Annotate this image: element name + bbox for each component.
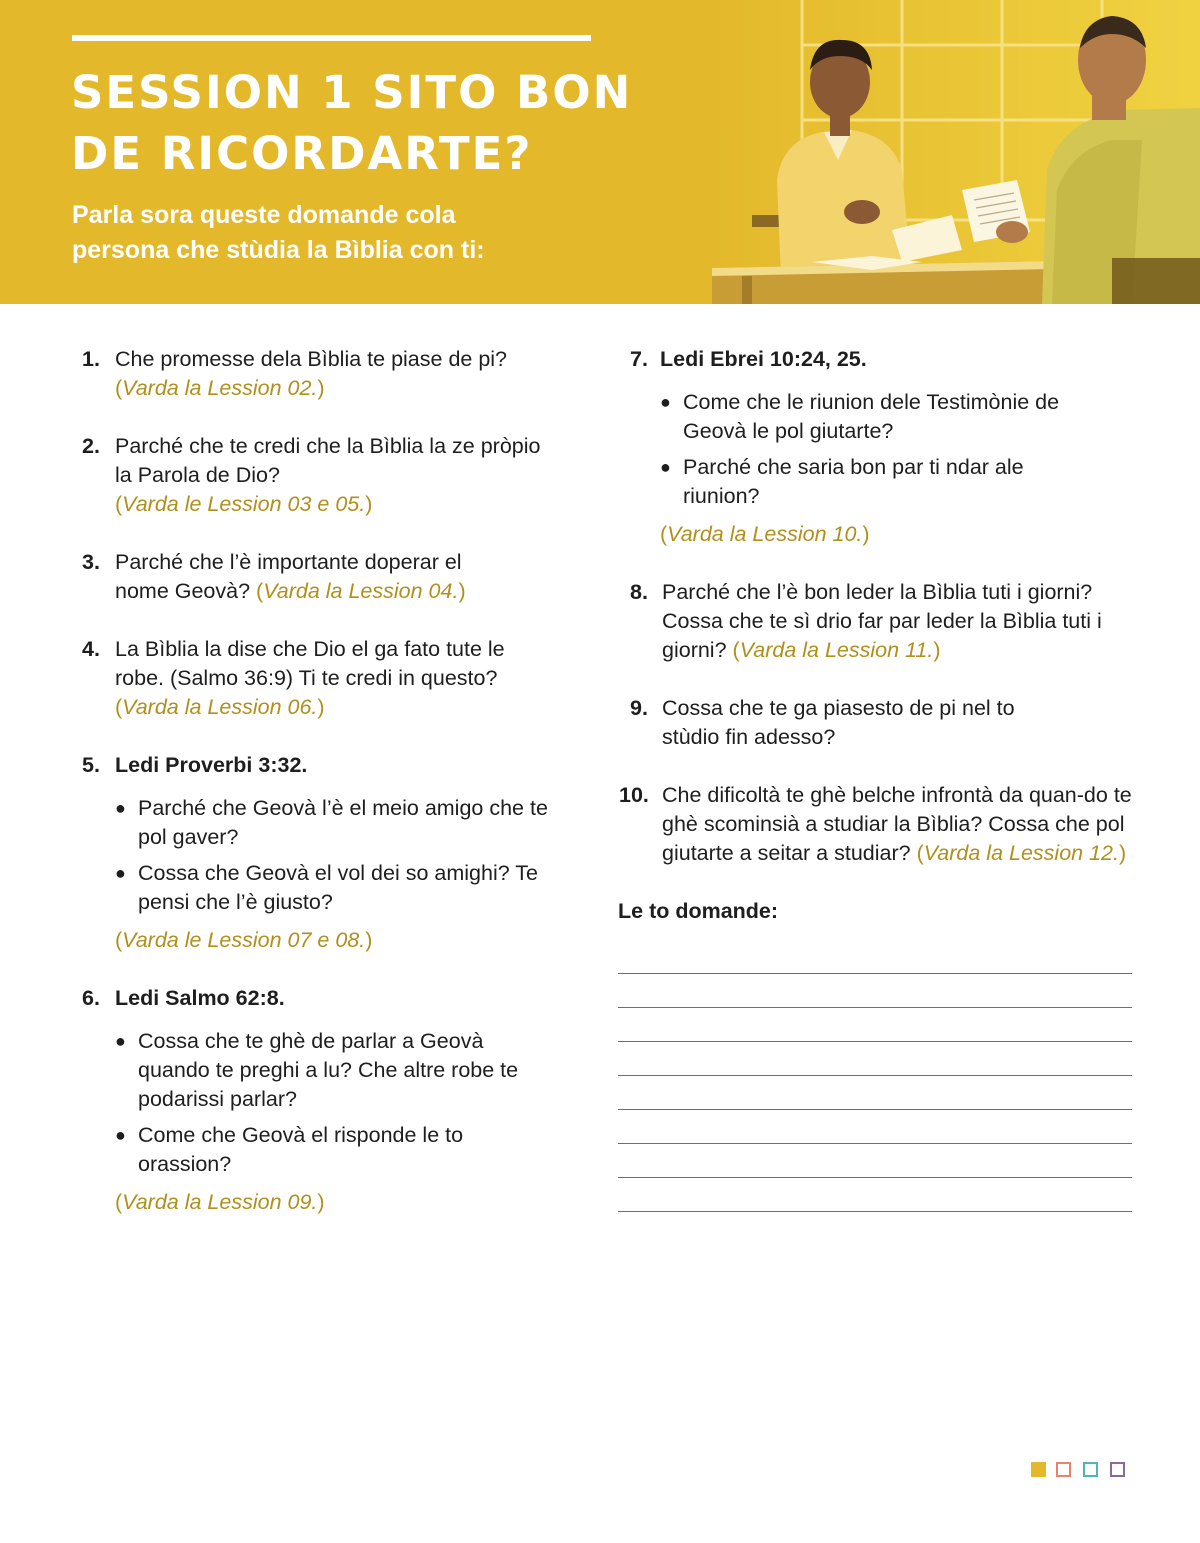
- question-number: 4.: [82, 637, 100, 661]
- bullet-icon: ●: [660, 392, 671, 412]
- scripture-heading: Ledi Proverbi 3:32.: [115, 753, 308, 777]
- question-text: Cossa che te ga piasesto de pi nel to stùdio fin adesso?: [662, 696, 1015, 749]
- answer-line[interactable]: [618, 940, 1132, 974]
- bullet-list: [660, 388, 1060, 511]
- question-number: 6.: [82, 986, 100, 1010]
- question-text: Parché che te credi che la Bìblia la ze pròpio la Parola de Dio?: [115, 434, 541, 487]
- question-1: [82, 345, 552, 403]
- answer-line[interactable]: [618, 1008, 1132, 1042]
- questions-left-column: [82, 345, 552, 1246]
- bullet-item: ● Come che Geovà el risponde le to orassion?: [115, 1123, 464, 1176]
- footer-square-purple: [1110, 1462, 1125, 1477]
- footer-square-teal: [1083, 1462, 1098, 1477]
- bible-study-illustration: [712, 0, 1200, 304]
- answer-line[interactable]: [618, 1042, 1132, 1076]
- lesson-reference: (Varda le Lession 07 e 08.): [115, 928, 373, 952]
- question-number: 1.: [82, 347, 100, 371]
- footer-square-filled: [1031, 1462, 1046, 1477]
- answer-line[interactable]: [618, 1178, 1132, 1212]
- question-text: Parché che l’è importante doperar el nome Geovà?: [115, 550, 462, 603]
- header-rule: [72, 35, 591, 41]
- lesson-reference: (Varda la Lession 10.): [660, 522, 870, 546]
- scripture-heading: Ledi Salmo 62:8.: [115, 986, 285, 1010]
- answer-line[interactable]: [618, 1110, 1132, 1144]
- bullet-icon: ●: [115, 863, 126, 883]
- question-5: [82, 751, 552, 955]
- lesson-reference: (Varda la Lession 11.): [732, 638, 941, 662]
- question-8: [618, 578, 1138, 665]
- question-number: 2.: [82, 434, 100, 458]
- scripture-heading: Ledi Ebrei 10:24, 25.: [660, 347, 867, 371]
- lesson-reference: (Varda la Lession 09.): [115, 1190, 325, 1214]
- question-number: 3.: [82, 550, 100, 574]
- footer-square-coral: [1056, 1462, 1071, 1477]
- question-4: [82, 635, 552, 722]
- your-questions-label: Le to domande:: [618, 899, 779, 923]
- page-title: SESSION 1 SITO BON DE RICORDARTE?: [71, 66, 633, 180]
- lesson-reference: (Varda la Lession 12.): [916, 841, 1127, 865]
- questions-right-column: [618, 345, 1138, 1212]
- header-banner: [0, 0, 1200, 304]
- bullet-list: [115, 794, 552, 917]
- question-9: [618, 694, 1138, 752]
- bullet-item: ● Parché che saria bon par ti ndar ale riunion?: [660, 455, 1024, 508]
- bullet-icon: ●: [115, 798, 126, 818]
- lesson-reference: (Varda la Lession 04.): [256, 579, 466, 603]
- question-number: 10.: [619, 783, 649, 807]
- bullet-item: ● Parché che Geovà l’è el meio amigo che te pol gaver?: [115, 796, 548, 849]
- page-subtitle: Parla sora queste domande cola persona che stùdia la Bìblia con ti:: [72, 201, 485, 264]
- answer-lines: [618, 940, 1138, 1212]
- question-6: [82, 984, 552, 1217]
- question-number: 7.: [630, 347, 648, 371]
- question-text: La Bìblia la dise che Dio el ga fato tute le robe. (Salmo 36:9) Ti te credi in questo?: [115, 637, 505, 690]
- question-text: Che dificoltà te ghè belche infrontà da quan-do te ghè scominsià a studiar la Bìblia? Cossa che pol giutarte a seitar a studiar?: [662, 783, 1132, 865]
- lesson-reference: (Varda la Lession 06.): [115, 695, 325, 719]
- question-10: [618, 781, 1138, 868]
- question-text: Che promesse dela Bìblia te piase de pi?: [115, 347, 508, 371]
- question-3: [82, 548, 552, 606]
- bullet-item: ● Cossa che te ghè de parlar a Geovà quando te preghi a lu? Che altre robe te podarissi parlar?: [115, 1029, 519, 1111]
- bullet-icon: ●: [115, 1031, 126, 1051]
- bullet-item: ● Come che le riunion dele Testimònie de Geovà le pol giutarte?: [660, 390, 1060, 443]
- question-number: 9.: [630, 696, 648, 720]
- question-text: Parché che l’è bon leder la Bìblia tuti i giorni? Cossa che te sì drio far par leder la Bìblia tuti i giorni?: [662, 580, 1102, 662]
- question-number: 8.: [630, 580, 648, 604]
- bullet-icon: ●: [115, 1125, 126, 1145]
- bullet-item: ● Cossa che Geovà el vol dei so amighi? Te pensi che l’è giusto?: [115, 861, 538, 914]
- question-7: [618, 345, 1138, 549]
- answer-line[interactable]: [618, 1144, 1132, 1178]
- bullet-list: [115, 1027, 552, 1179]
- answer-line[interactable]: [618, 1076, 1132, 1110]
- lesson-reference: (Varda le Lession 03 e 05.): [115, 492, 373, 516]
- question-number: 5.: [82, 753, 100, 777]
- question-2: [82, 432, 552, 519]
- answer-line[interactable]: [618, 974, 1132, 1008]
- bullet-icon: ●: [660, 457, 671, 477]
- lesson-reference: (Varda la Lession 02.): [115, 376, 325, 400]
